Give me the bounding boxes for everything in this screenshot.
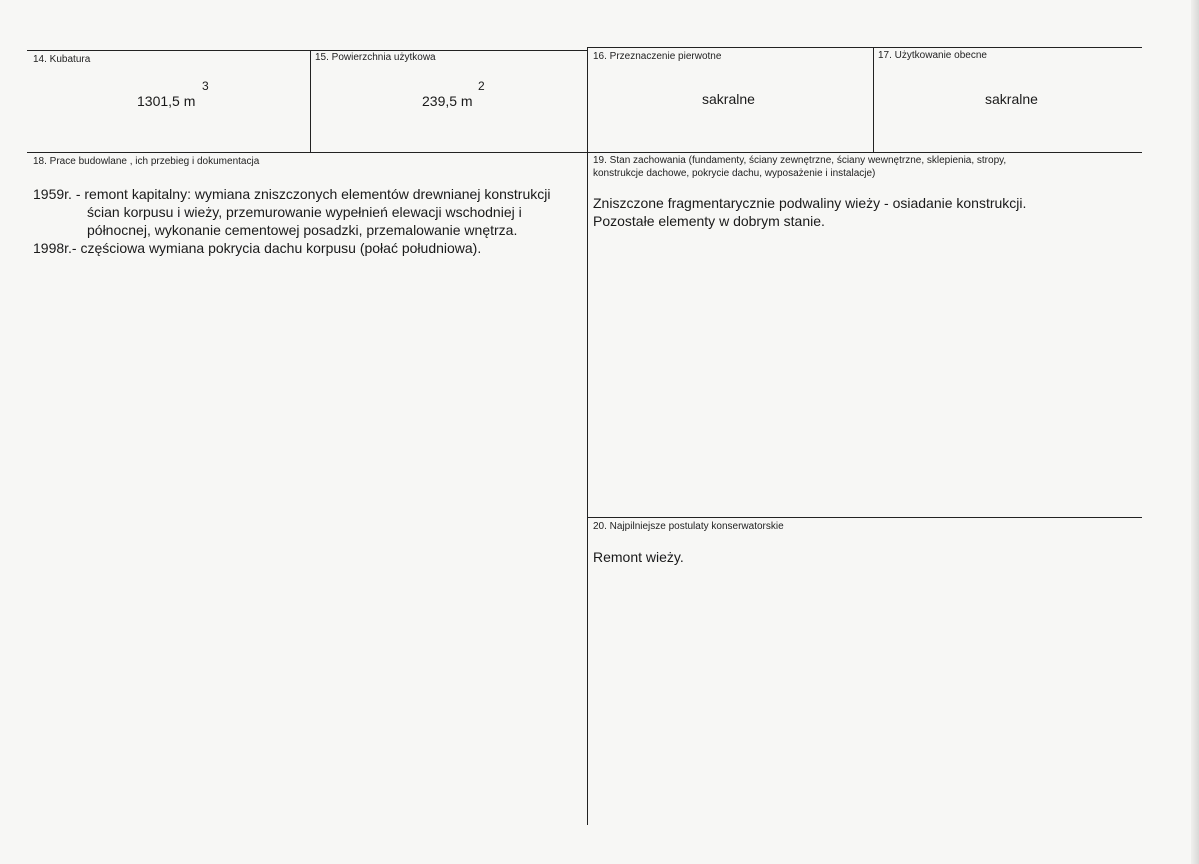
section18-line-2: ścian korpusu i wieży, przemurowanie wypełnień elewacji wschodniej i — [87, 204, 522, 220]
section15-exponent: 2 — [478, 79, 485, 93]
page-edge-shadow — [1191, 0, 1199, 864]
section18-line-4: 1998r.- częściowa wymiana pokrycia dachu korpusu (połać południowa). — [33, 240, 482, 256]
section16-label: 16. Przeznaczenie pierwotne — [593, 51, 722, 62]
divider-14-15 — [310, 50, 311, 152]
section19-label-line-2: konstrukcje dachowe, pokrycie dachu, wyposażenie i instalacje) — [593, 168, 876, 179]
section20-label: 20. Najpilniejsze postulaty konserwatorskie — [593, 521, 784, 532]
section15-label: 15. Powierzchnia użytkowa — [315, 52, 436, 63]
section20-top-border — [587, 517, 1142, 518]
section16-value: sakralne — [702, 91, 755, 107]
section15-value: 239,5 m — [422, 93, 473, 109]
section19-label-line-1: 19. Stan zachowania (fundamenty, ściany zewnętrzne, ściany wewnętrzne, sklepienia, stropy, — [593, 155, 1007, 166]
section14-value: 1301,5 m — [137, 93, 196, 109]
divider-16-17 — [873, 47, 874, 152]
table-top-border-right — [587, 47, 1142, 48]
section18-line-1: 1959r. - remont kapitalny: wymiana zniszczonych elementów drewnianej konstrukcji — [33, 186, 551, 202]
section18-line-3: północnej, wykonanie cementowej posadzki, przemalowanie wnętrza. — [87, 222, 518, 238]
section14-exponent: 3 — [202, 79, 209, 93]
section19-line-2: Pozostałe elementy w dobrym stanie. — [593, 213, 825, 229]
divider-15-16 — [587, 47, 588, 825]
table-top-border — [27, 50, 587, 51]
section17-value: sakralne — [985, 91, 1038, 107]
section18-label: 18. Prace budowlane , ich przebieg i dokumentacja — [33, 156, 260, 167]
row1-bottom-border — [27, 152, 1142, 153]
section17-label: 17. Użytkowanie obecne — [878, 50, 987, 61]
section14-label: 14. Kubatura — [33, 54, 91, 65]
section20-text: Remont wieży. — [593, 549, 684, 565]
section19-line-1: Zniszczone fragmentarycznie podwaliny wieży - osiadanie konstrukcji. — [593, 195, 1027, 211]
